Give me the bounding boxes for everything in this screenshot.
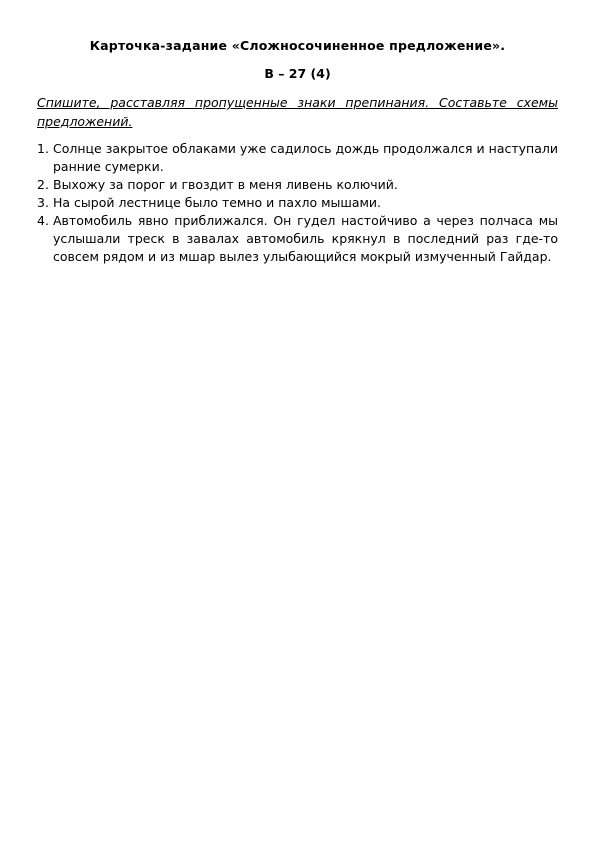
list-item-number: 1.: [37, 141, 49, 156]
list-item-text: Выхожу за порог и гвоздит в меня ливень колючий.: [53, 177, 398, 192]
list-item-text: Автомобиль явно приближался. Он гудел настойчиво а через полчаса мы услышали треск в завалах автомобиль крякнул в последний раз где-то совсем рядом и из мшар вылез улыбающийся мокрый измученный Гайдар.: [53, 213, 558, 264]
list-item-number: 4.: [37, 213, 49, 228]
list-item-text: Солнце закрытое облаками уже садилось дождь продолжался и наступали ранние сумерки.: [53, 141, 558, 174]
list-item-number: 2.: [37, 177, 49, 192]
document-title: Карточка-задание «Сложносочиненное предложение».: [89, 38, 506, 53]
list-item: [37, 212, 558, 266]
list-item: [37, 176, 558, 194]
task-instruction: Спишите, расставляя пропущенные знаки препинания. Составьте схемы предложений.: [37, 95, 558, 129]
list-item: [37, 140, 558, 176]
task-list: [37, 140, 558, 266]
list-item-number: 3.: [37, 195, 49, 210]
list-item-text: На сырой лестнице было темно и пахло мышами.: [53, 195, 382, 210]
variant-label: В – 27 (4): [264, 66, 331, 81]
list-item: [37, 194, 558, 212]
